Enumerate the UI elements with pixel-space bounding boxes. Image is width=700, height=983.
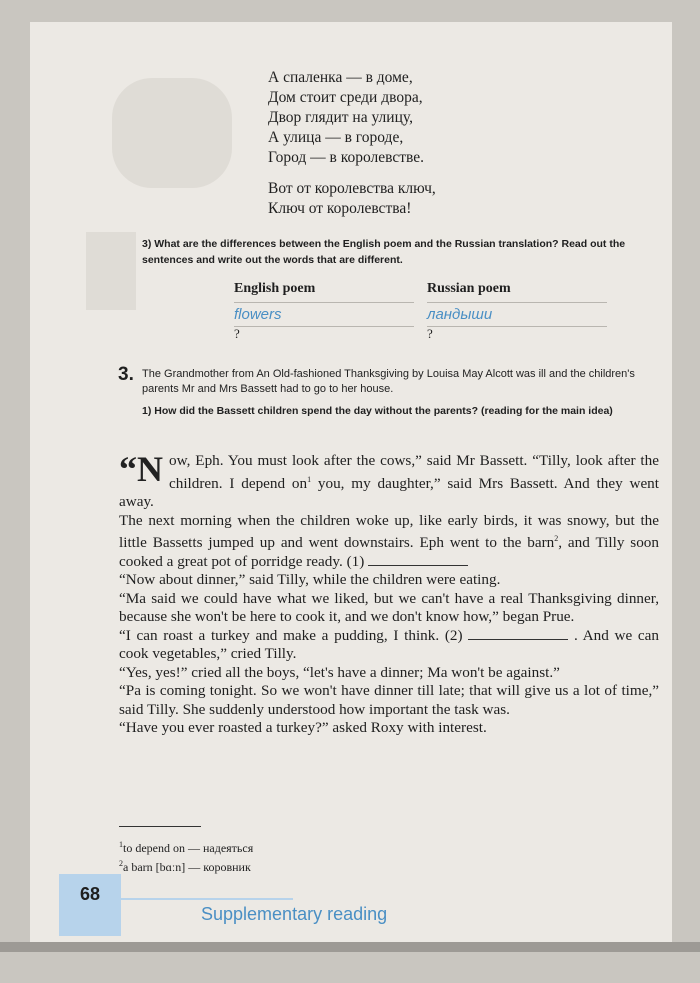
paragraph: “Yes, yes!” cried all the boys, “let's have a dinner; Ma won't be against.”: [119, 663, 560, 681]
russian-poem: [268, 68, 436, 219]
footnote: $^2$a barn [bɑːn] — коровник: [119, 859, 251, 874]
page-edge: [0, 942, 700, 952]
paragraph: “I can roast a turkey and make a pudding, I think. (2) . And we can cook vegetables,” cried Tilly.: [119, 626, 660, 663]
poem-line: А улица — в городе,: [268, 129, 404, 146]
gap-blank-2[interactable]: [468, 627, 568, 640]
russian-blank: ?: [427, 326, 607, 341]
english-sample-word: flowers: [234, 302, 414, 326]
question-3: 3) What are the differences between the English poem and the Russian translation? Read out the sentences and write out the words that are different.: [142, 238, 626, 266]
page-number: 68: [79, 884, 101, 904]
poem-line: Двор глядит на улицу,: [268, 109, 413, 126]
story-text: [119, 449, 660, 738]
footer-divider: [121, 898, 293, 900]
drop-cap: “N: [119, 449, 163, 489]
poem-line: Ключ от королевства!: [268, 200, 412, 217]
footnote-ref: 2: [554, 534, 559, 544]
paragraph: “Pa is coming tonight. So we won't have dinner till late; that will give us a lot of time,” said Tilly. She suddenly understood how important the task was.: [119, 682, 659, 718]
russian-column: [427, 280, 607, 341]
english-header: English poem: [234, 281, 316, 296]
footnote: $^1$to depend on — надеяться: [119, 840, 254, 855]
poem-line: Дом стоит среди двора,: [268, 89, 423, 106]
question-1: 1) How did the Bassett children spend the day without the parents? (reading for the main idea): [142, 405, 613, 417]
paragraph: “N ow, Eph. You must look after the cows,” said Mr Bassett. “Tilly, look after the children. I depend $on^1$ you, my daughter,” said Mrs Bassett. And they went away.: [119, 449, 660, 511]
paragraph: “Have you ever roasted a turkey?” asked Roxy with interest.: [119, 719, 487, 737]
russian-sample-word: ландыши: [427, 302, 607, 326]
english-column: [234, 280, 414, 341]
gap-blank-1[interactable]: [368, 553, 468, 566]
poem-line: Город — в королевстве.: [268, 149, 424, 166]
english-blank: ?: [234, 326, 414, 341]
exercise-number: 3.: [118, 364, 134, 385]
bleed-through-image: [112, 78, 232, 188]
paragraph: “Ma said we could have what we liked, but we can't have a real Thanksgiving dinner, because she won't be here to cook it, and we don't know how,” began Prue.: [119, 589, 659, 626]
section-title: Supplementary reading: [201, 904, 388, 924]
poem-line: Вот от королевства ключ,: [268, 180, 436, 197]
footnote-divider: [119, 826, 201, 827]
paragraph: The next morning when the children woke up, like early birds, it was snowy, but the little Bassetts jumped up and went downstairs. Eph went to the barn$^2$, and Tilly soon cooked a great pot of porridge ready. (1): [119, 511, 659, 570]
paragraph: “Now about dinner,” said Tilly, while the children were eating.: [119, 571, 501, 589]
exercise-intro: The Grandmother from An Old-fashioned Thanksgiving by Louisa May Alcott was ill and the children's parents Mr and Mrs Bassett had to go to her house.: [142, 368, 635, 395]
footnotes: [119, 837, 253, 875]
russian-header: Russian poem: [427, 281, 511, 296]
bleed-through-image-2: [86, 232, 136, 310]
poem-line: А спаленка — в доме,: [268, 69, 413, 86]
footnote-ref: 1: [307, 474, 312, 484]
